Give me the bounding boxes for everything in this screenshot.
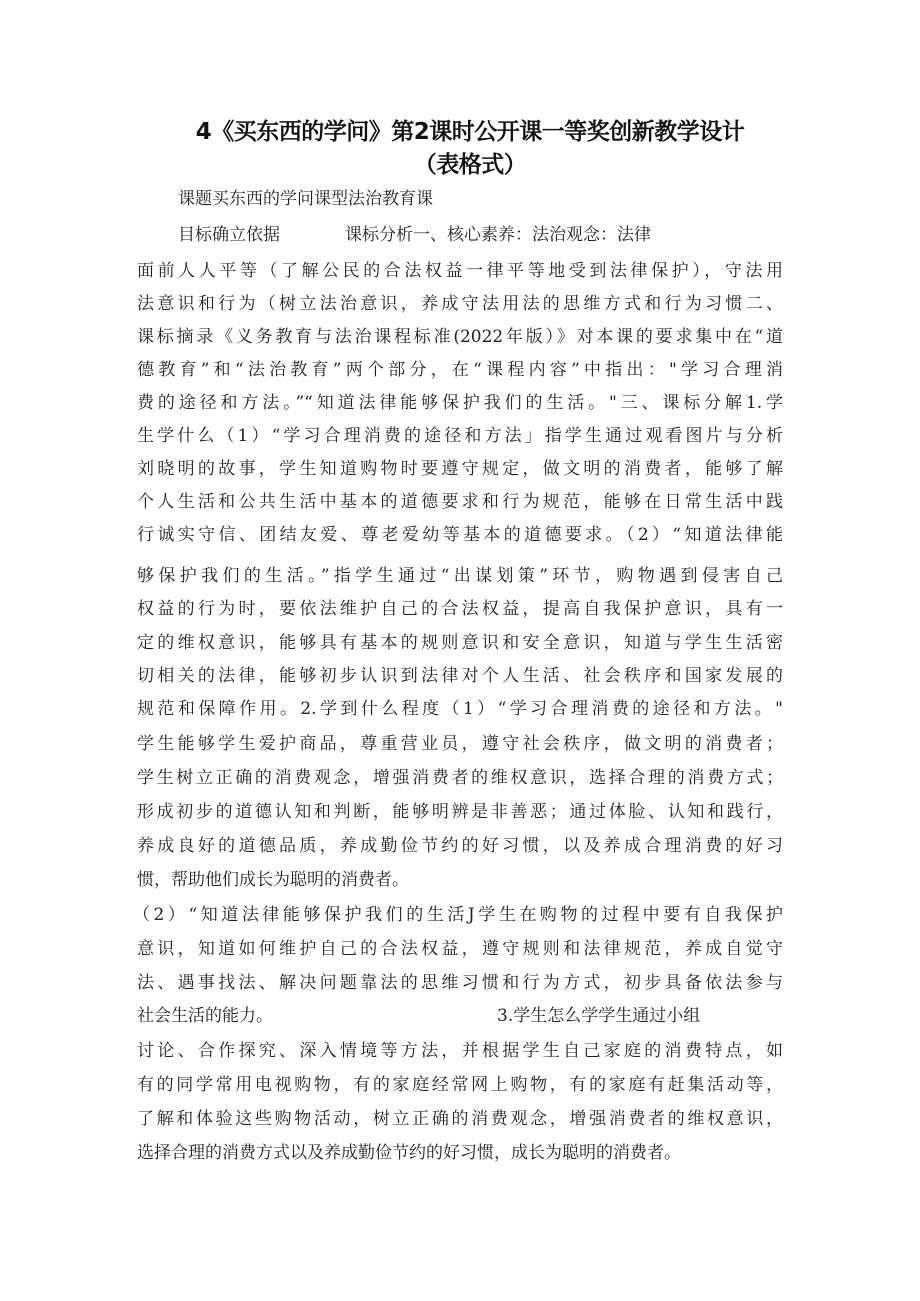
body-line: 权益的行为时，要依法维护自己的合法权益，提高自我保护意识，具有一 <box>137 599 783 619</box>
body-line: 够保护我们的生活。”指学生通过“出谋划策”环节，购物遇到侵害自己 <box>137 566 783 586</box>
body-line: 生学什么（1）“学习合理消费的途径和方法」指学生通过观看图片与分析 <box>137 426 783 446</box>
body-line: 刘晓明的故事，学生知道购物时要遵守规定，做文明的消费者，能够了解 <box>137 459 783 479</box>
body-line: 有的同学常用电视购物，有的家庭经常网上购物，有的家庭有赶集活动等， <box>137 1075 783 1095</box>
body-line: 课标摘录《义务教育与法治课程标准(2022年版）》对本课的要求集中在“道 <box>137 327 783 347</box>
body-line-end: 惯，帮助他们成长为聪明的消费者。 <box>137 870 409 890</box>
row-split-left: 社会生活的能力。 <box>137 1006 273 1026</box>
body-line: 讨论、合作探究、深入情境等方法，并根据学生自己家庭的消费特点，如 <box>137 1041 783 1061</box>
body-line: 形成初步的道德认知和判断，能够明辨是非善恶；通过体脸、认知和践行， <box>137 802 783 822</box>
body-line: （2）“知道法律能够保护我们的生活J学生在购物的过程中要有自我保护 <box>133 905 783 925</box>
body-line: 法意识和行为（树立法治意识，养成守法用法的思维方式和行为习惯二、 <box>137 294 783 314</box>
body-line: 面前人人平等（了解公民的合法权益一律平等地受到法律保护），守法用 <box>137 261 783 281</box>
body-line: 了解和体验这些购物活动，树立正确的消费观念，增强消费者的维权意识， <box>137 1109 783 1129</box>
body-line: 个人生活和公共生活中基本的道德要求和行为规范，能够在日常生活中践 <box>137 492 783 512</box>
body-line: 行诚实守信、团结友爱、尊老爱幼等基本的道德要求。（2）“知道法律能 <box>137 525 783 545</box>
body-line: 费的途径和方法。”“知道法律能够保护我们的生活。"三、课标分解1.学 <box>137 393 783 413</box>
body-line: 意识，知道如何维护自己的合法权益，遵守规则和法律规范，养成自觉守 <box>137 939 783 959</box>
row-split-right: 3.学生怎么学学生通过小组 <box>497 1006 701 1026</box>
body-line: 学生树立正确的消费观念，增强消费者的维权意识，选择合理的消费方式； <box>137 768 783 788</box>
lesson-header-row: 课题买东西的学问课型法治教育课 <box>178 189 433 209</box>
body-line: 切相关的法律，能够初步认识到法律对个人生活、社会秩序和国家发展的 <box>137 666 783 686</box>
body-line: 定的维权意识，能够具有基本的规则意识和安全意识，知道与学生生活密 <box>137 633 783 653</box>
body-line: 规范和保障作用。2.学到什么程度（1）“学习合理消费的途径和方法。" <box>137 699 783 719</box>
body-line: 法、遇事找法、解决问题靠法的思维习惯和行为方式，初步具备依法参与 <box>137 973 783 993</box>
body-line: 学生能够学生爱护商品，尊重营业员，遵守社会秩序，做文明的消费者； <box>137 734 783 754</box>
body-line-final: 选择合理的消费方式以及养成勤俭节约的好习惯，成长为聪明的消费者。 <box>137 1143 681 1163</box>
body-line: 德教育”和“法治教育”两个部分，在“课程内容”中指出："学习合理消 <box>137 360 783 380</box>
document-title: 4《买东西的学问》第2课时公开课一等奖创新教学设计 <box>195 119 745 145</box>
body-line: 养成良好的道德品质，养成勤俭节约的好习惯，以及养成合理消费的好习 <box>137 836 783 856</box>
document-title-suffix: （表格式） <box>413 152 527 178</box>
basis-first-line: 课标分析一、核心素养：法治观念：法律 <box>345 225 651 245</box>
basis-label: 目标确立依据 <box>178 225 280 245</box>
